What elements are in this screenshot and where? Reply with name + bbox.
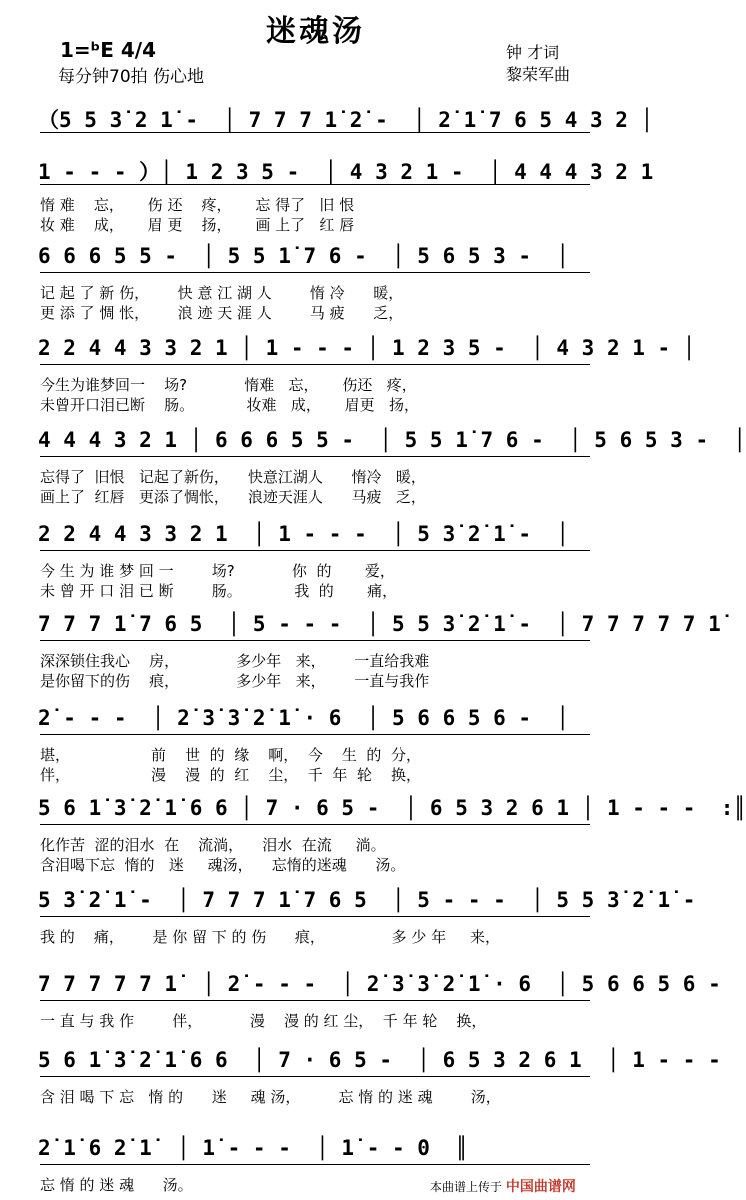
lyric-line-1: 今 生 为 谁 梦 回 一 场? 你 的 爱， — [40, 562, 395, 580]
lyric-line-2: 未曾开口泪已断 肠。 妆难 成， 眉更 扬， — [40, 396, 419, 414]
beam-line — [40, 824, 590, 825]
tempo-marking: 每分钟70拍 伤心地 — [58, 67, 205, 87]
lyric-line-1: 一 直 与 我 作 伴， 漫 漫 的 红 尘， 千 年 轮 换， — [40, 1012, 487, 1030]
lyric-line-1: 记 起 了 新 伤， 快 意 江 湖 人 惰 冷 暖， — [40, 284, 404, 302]
notation-line: 1 - - - ）│ 1 2 3 5 - │ 4 3 2 1 - │ 4 4 4 3 2 1 — [38, 160, 654, 184]
lyric-line-2: 画上了 红唇 更添了惆怅， 浪迹天涯人 马疲 乏， — [40, 488, 426, 506]
lyric-line-1: 我 的 痛， 是 你 留 下 的 伤 痕， 多 少 年 来， — [40, 928, 501, 946]
lyric-line-1: 忘 惰 的 迷 魂 汤。 — [40, 1176, 193, 1194]
notation-line: 2 2 4 4 3 3 2 1 │ 1 - - - │ 5 3̇ 2̇ 1̇ - │ — [38, 522, 570, 546]
beam-line — [40, 132, 590, 133]
lyricist-credit: 钟 才词 — [506, 43, 560, 62]
lyric-line-1: 深深锁住我心 房， 多少年 来， 一直给我难 — [40, 652, 430, 670]
beam-line — [40, 1000, 590, 1001]
footer — [430, 1176, 576, 1196]
notation-line: 7 7 7 1̇ 7 6 5 │ 5 - - - │ 5 5 3̇ 2̇ 1̇ - │ 7 7 7 7 7 1̇ — [38, 612, 721, 636]
beam-line — [40, 1076, 590, 1077]
notation-line: 2̇ 1̇ 6 2̇ 1̇ │ 1̇ - - - │ 1̇ - - 0 ║ — [38, 1136, 468, 1160]
notation-line: 5 6 1̇ 3̇ 2̇ 1̇ 6 6 │ 7 · 6 5 - │ 6 5 3 2 6 1 │ 1 - - - :║ — [38, 796, 746, 820]
beam-line — [40, 364, 590, 365]
notation-line: 2̇ - - - │ 2̇ 3̇ 3̇ 2̇ 1̇ · 6 │ 5 6 6 5 6 - │ — [38, 706, 570, 730]
notation-line: 2 2 4 4 3 3 2 1 │ 1 - - - │ 1 2 3 5 - │ 4 3 2 1 - │ — [38, 336, 696, 360]
beam-line — [40, 916, 590, 917]
notation-line: 7 7 7 7 7 1̇ │ 2̇ - - - │ 2̇ 3̇ 3̇ 2̇ 1̇ · 6 │ 5 6 6 5 6 - — [38, 972, 721, 996]
notation-line: 4 4 4 3 2 1 │ 6 6 6 5 5 - │ 5 5 1̇ 7 6 - │ 5 6 5 3 - │ — [38, 428, 746, 452]
lyric-line-1: 堪， 前 世 的 缘 啊， 今 生 的 分， — [40, 746, 421, 764]
lyric-line-2: 更 添 了 惆 怅， 浪 迹 天 涯 人 马 疲 乏， — [40, 304, 404, 322]
lyric-line-1: 含 泪 喝 下 忘 惰 的 迷 魂 汤， 忘 惰 的 迷 魂 汤， — [40, 1088, 501, 1106]
lyric-line-1: 忘得了 旧恨 记起了新伤， 快意江湖人 惰冷 暖， — [40, 468, 426, 486]
beam-line — [40, 272, 590, 273]
lyric-line-2: 含泪喝下忘 惰的 迷 魂汤， 忘惰的迷魂 汤。 — [40, 856, 406, 874]
beam-line — [40, 1164, 590, 1165]
page-title: 迷魂汤 — [266, 14, 365, 49]
beam-line — [40, 184, 590, 185]
beam-line — [40, 550, 590, 551]
notation-line: 5 6 1̇ 3̇ 2̇ 1̇ 6 6 │ 7 · 6 5 - │ 6 5 3 2 6 1 │ 1 - - - — [38, 1048, 721, 1072]
lyric-line-2: 妆 难 成， 眉 更 扬， 画 上了 红 唇 — [40, 216, 355, 234]
lyric-line-1: 惰 难 忘， 伤 还 疼， 忘 得了 旧 恨 — [40, 196, 355, 214]
beam-line — [40, 456, 590, 457]
lyric-line-1: 化作苦 涩的泪水 在 流淌， 泪水 在流 淌。 — [40, 836, 386, 854]
lyric-line-2: 伴， 漫 漫 的 红 尘， 千 年 轮 换， — [40, 766, 421, 784]
key-signature: 1=ᵇE 4/4 — [60, 38, 157, 62]
notation-line: （5 5 3̇ 2 1̇ - │ 7 7 7 1̇ 2̇ - │ 2̇ 1̇ 7 6 5 4 3 2 │ — [38, 108, 654, 132]
site-logo[interactable]: 中国曲谱网 — [505, 1179, 576, 1195]
lyric-line-2: 是你留下的伤 痕， 多少年 来， 一直与我作 — [40, 672, 430, 690]
lyric-line-1: 今生为谁梦回一 场? 惰难 忘， 伤还 疼， — [40, 376, 417, 394]
beam-line — [40, 734, 590, 735]
notation-line: 5 3̇ 2̇ 1̇ - │ 7 7 7 1̇ 7 6 5 │ 5 - - - │ 5 5 3̇ 2̇ 1̇ - — [38, 888, 696, 912]
notation-line: 6 6 6 5 5 - │ 5 5 1̇ 7 6 - │ 5 6 5 3 - │ — [38, 244, 570, 268]
upload-note: 本曲谱上传于 — [430, 1180, 503, 1194]
composer-credit: 黎荣军曲 — [506, 65, 571, 84]
beam-line — [40, 640, 590, 641]
lyric-line-2: 未 曾 开 口 泪 已 断 肠。 我 的 痛， — [40, 582, 398, 600]
